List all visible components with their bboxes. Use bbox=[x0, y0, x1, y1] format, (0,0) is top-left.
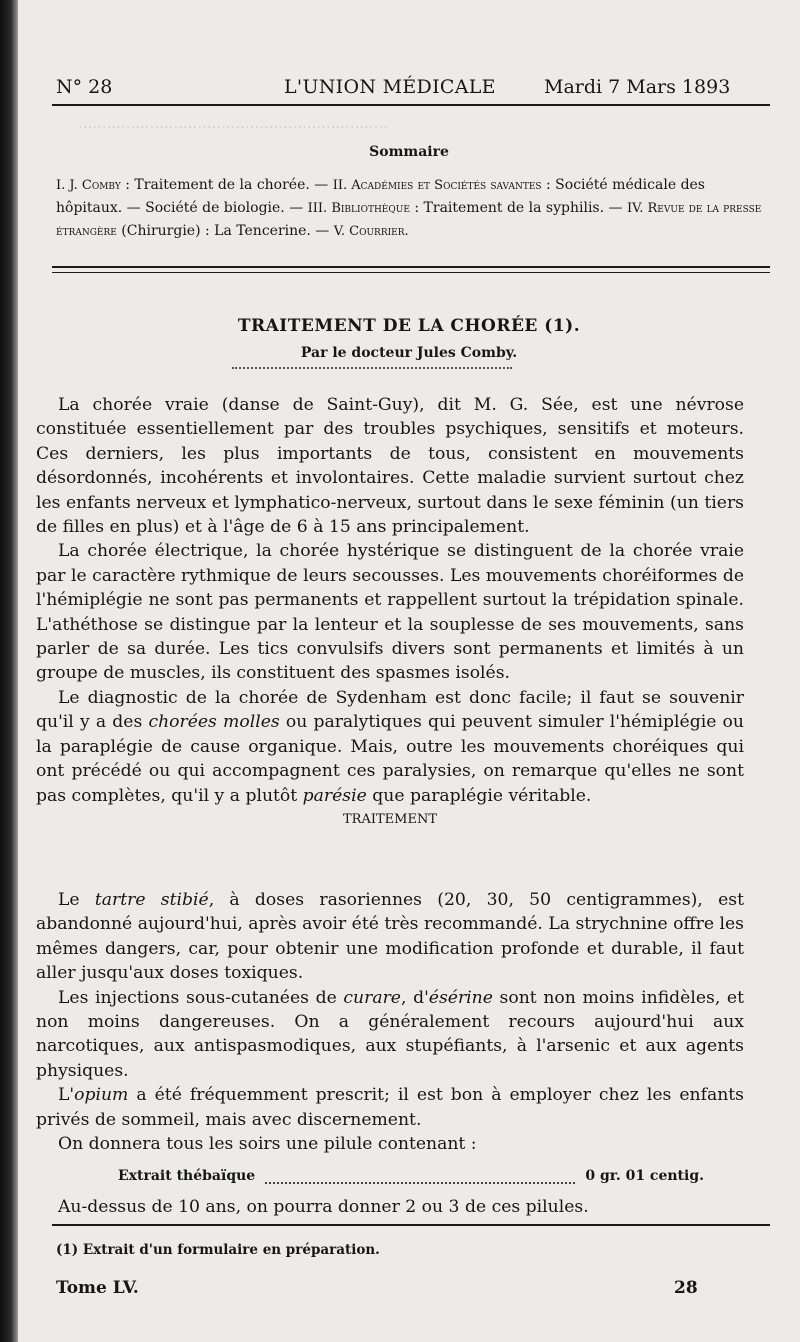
sommaire-author: I. J. Comby bbox=[56, 178, 121, 193]
book-gutter-shadow bbox=[0, 0, 18, 1342]
journal-title: L'UNION MÉDICALE bbox=[284, 76, 496, 98]
sommaire-item-iv-label: IV. Revue de la presse étrangère bbox=[56, 201, 762, 239]
article-body-part1 bbox=[36, 393, 744, 832]
formula-dose: 0 gr. 01 centig. bbox=[585, 1168, 704, 1185]
sommaire-rule-top bbox=[52, 266, 770, 268]
paragraph-3: Le diagnostic de la chorée de Sydenham est donc facile; il faut se souvenir qu'il y a des chorées molles ou paralytiques qui peuvent simuler l'hémiplégie ou la paraplégie de cause organique. Mais, outre les mouvements choréiques qui ont précédé ou qui accompagnent ces paralysies, on remarque qu'elles ne sont pas complètes, qu'il y a plutôt parésie que paraplégie véritable. bbox=[36, 687, 744, 806]
issue-date: Mardi 7 Mars 1893 bbox=[544, 76, 731, 98]
article-body-part2 bbox=[36, 888, 744, 1219]
paragraph-2: La chorée électrique, la chorée hystérique se distinguent de la chorée vraie par le caractère rythmique de leurs secousses. Les mouvements choréiformes de l'hémiplégie ne sont pas permanents et rappellent surtout la trépidation spinale. L'athéthose se distingue par la lenteur et la souplesse de ses mouvements, sans parler de sa durée. Les tics convulsifs divers sont permanents et limités à un groupe de muscles, ils constituent des spasmes isolés. bbox=[36, 541, 744, 684]
sommaire-item-iv: (Chirurgie) : La Tencerine. — bbox=[116, 223, 334, 239]
formula-leader-dots bbox=[265, 1164, 575, 1183]
sommaire-item-iii: : Traitement de la syphilis. — bbox=[409, 200, 627, 216]
paragraph-7: On donnera tous les soirs une pilule contenant : bbox=[58, 1134, 477, 1155]
section-heading-traitement: TRAITEMENT bbox=[343, 811, 437, 827]
sommaire-item-i: : Traitement de la chorée. — bbox=[120, 177, 333, 193]
issue-number: N° 28 bbox=[56, 76, 113, 98]
volume-label: Tome LV. bbox=[56, 1278, 139, 1298]
sommaire-title: Sommaire bbox=[369, 144, 449, 160]
paragraph-1: La chorée vraie (danse de Saint-Guy), dit M. G. Sée, est une névrose constituée essentiellement par des troubles psychiques, sensitifs et moteurs. Ces derniers, les plus importants de tous, consistent en mouvements désordonnés, incohérents et involontaires. Cette maladie survient surtout chez les enfants nerveux et lymphatico-nerveux, surtout dans le sexe féminin (un tiers de filles en plus) et à l'âge de 6 à 15 ans principalement. bbox=[36, 395, 744, 538]
sommaire-item-iii-label: III. Bibliothèque bbox=[307, 201, 410, 216]
paragraph-5: Les injections sous-cutanées de curare, d'ésérine sont non moins infidèles, et non moins dangereuses. On a généralement recours aujourd'hui aux narcotiques, aux antispasmodiques, aux stupéfiants, à l'arsenic et aux agents physiques. bbox=[36, 987, 745, 1081]
page-number: 28 bbox=[674, 1278, 698, 1298]
sommaire-rule-bottom bbox=[52, 272, 770, 273]
bleed-through-text: ································································· bbox=[78, 118, 388, 136]
paragraph-4: Le tartre stibié, à doses rasoriennes (20, 30, 50 centigrammes), est abandonné aujourd'hui, après avoir été très recommandé. La strychnine offre les mêmes dangers, car, pour obtenir une modification profonde et durable, il faut aller jusqu'aux doses toxiques. bbox=[36, 890, 744, 984]
sommaire-item-ii-label: II. Académies et Sociétés savantes bbox=[332, 178, 542, 193]
article-title: TRAITEMENT DE LA CHORÉE (1). bbox=[237, 316, 581, 336]
journal-page bbox=[18, 0, 800, 1342]
sommaire-item-v-label: V. Courrier. bbox=[333, 224, 409, 239]
sommaire-contents bbox=[56, 174, 762, 243]
footnote-rule bbox=[52, 1224, 770, 1226]
formula-ingredient: Extrait thébaïque bbox=[118, 1168, 256, 1185]
sommaire-item-ii: : Société médicale des hôpitaux. — Société de biologie. — bbox=[56, 177, 705, 216]
footnote: (1) Extrait d'un formulaire en préparation. bbox=[56, 1242, 380, 1258]
prescription-formula bbox=[36, 1156, 744, 1194]
paragraph-8: Au-dessus de 10 ans, on pourra donner 2 ou 3 de ces pilules. bbox=[58, 1196, 589, 1217]
article-author: Par le docteur Jules Comby. bbox=[300, 345, 518, 361]
title-separator-dots bbox=[232, 367, 512, 369]
paragraph-6: L'opium a été fréquemment prescrit; il est bon à employer chez les enfants privés de sommeil, mais avec discernement. bbox=[36, 1085, 744, 1130]
header-rule bbox=[52, 104, 770, 106]
